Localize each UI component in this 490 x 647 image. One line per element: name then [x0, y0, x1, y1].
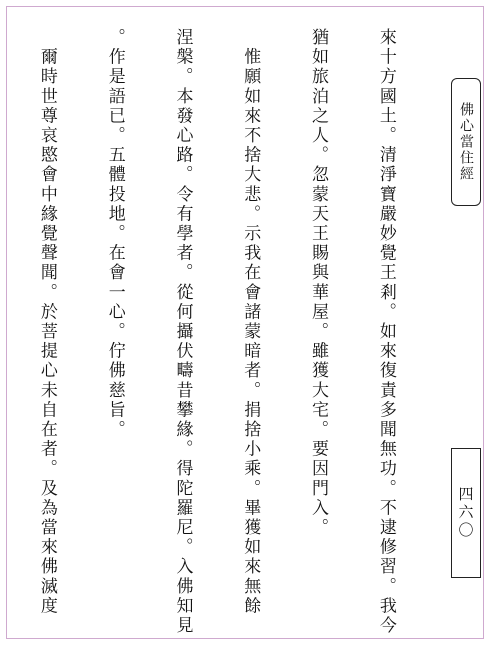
text-column: 猶如旅泊之人。忽蒙天王賜與華屋。雖獲大宅。要因門入。: [308, 28, 329, 538]
sutra-title: 佛心當住經: [458, 102, 474, 182]
text-column: 來十方國土。清淨寶嚴妙覺王剎。如來復責多聞無功。不逮修習。我今: [375, 28, 396, 636]
text-column: 涅槃。本發心路。令有學者。從何攝伏疇昔攀緣。得陀羅尼。入佛知見: [172, 28, 193, 636]
page-number: 四六〇: [456, 486, 475, 540]
text-column: 。作是語已。五體投地。在會一心。佇佛慈旨。: [104, 28, 125, 440]
scripture-text: [8, 28, 442, 638]
page-number-box: [451, 448, 481, 578]
sutra-title-box: [451, 78, 481, 206]
text-column: 爾時世尊哀愍會中緣覺聲聞。於菩提心未自在者。及為當來佛滅度: [36, 28, 57, 616]
text-column: 惟願如來不捨大悲。示我在會諸蒙暗者。捐捨小乘。畢獲如來無餘: [240, 28, 261, 616]
